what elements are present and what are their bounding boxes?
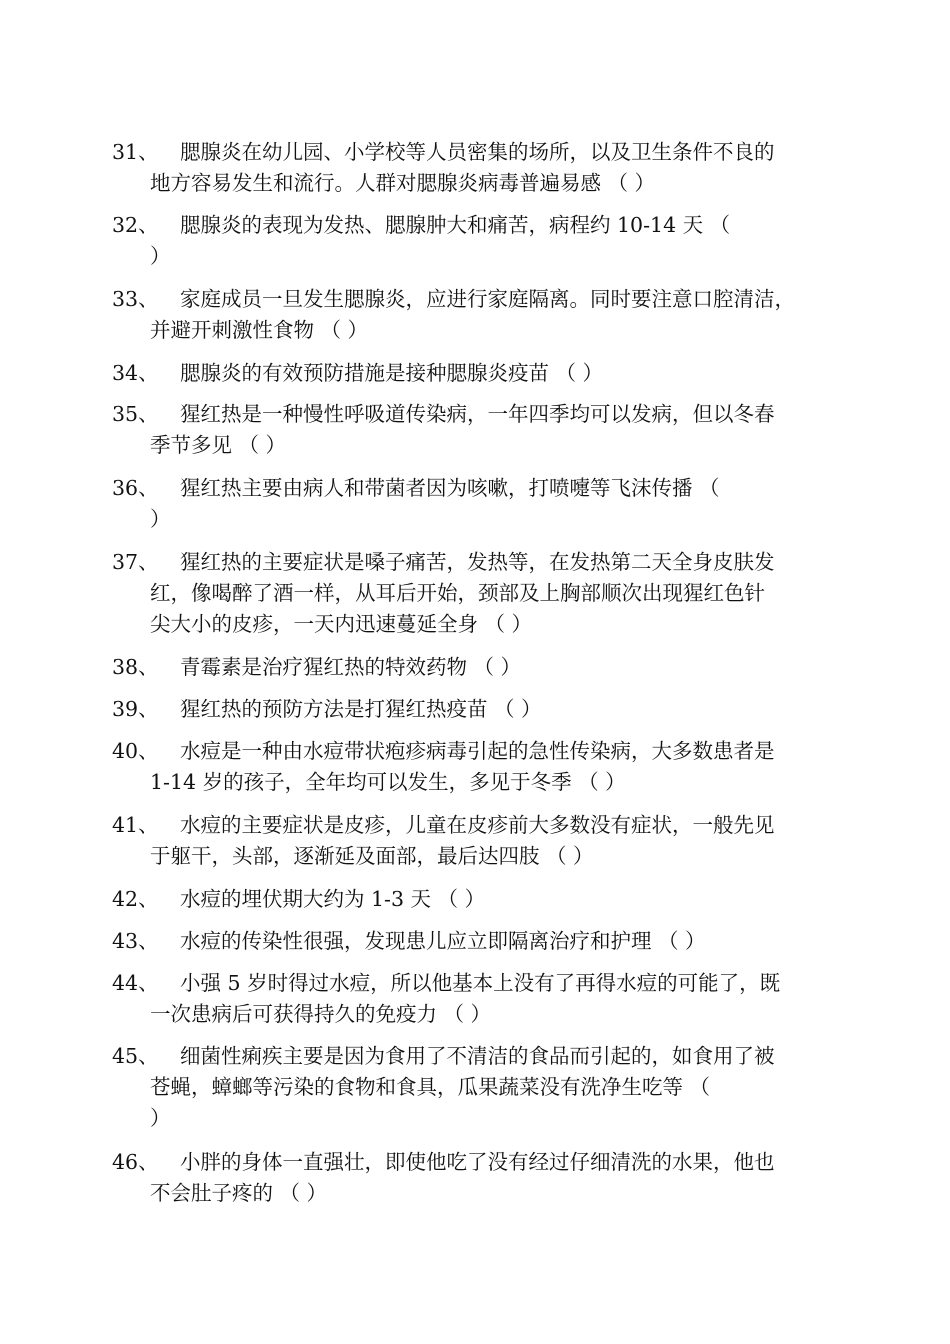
question-number: 33、 [112,287,159,311]
question-number: 35、 [112,402,159,426]
question-number: 46、 [112,1150,159,1174]
question-text-line: 猩红热主要由病人和带菌者因为咳嗽，打喷嚏等飞沫传播 （ [180,476,720,500]
question-text-line: 猩红热的主要症状是嗓子痛苦，发热等，在发热第二天全身皮肤发 [180,550,775,574]
question-number: 45、 [112,1044,159,1068]
question-35 [112,399,847,461]
question-31 [112,137,847,199]
question-number: 36、 [112,476,159,500]
question-41 [112,810,847,872]
question-text-line: 水痘是一种由水痘带状疱疹病毒引起的急性传染病，大多数患者是 [180,739,775,763]
question-text-line: 青霉素是治疗猩红热的特效药物 （ ） [180,655,522,679]
question-36 [112,473,847,535]
question-number: 38、 [112,655,159,679]
question-text-line: ） [150,507,171,531]
question-text-line: 猩红热是一种慢性呼吸道传染病，一年四季均可以发病，但以冬春 [180,402,775,426]
question-45 [112,1041,847,1134]
question-text-line: ） [150,1106,171,1130]
question-text-line: 地方容易发生和流行。人群对腮腺炎病毒普遍易感 （ ） [150,171,656,195]
question-text-line: ） [150,244,171,268]
question-43 [112,926,847,957]
question-32 [112,210,847,272]
question-number: 44、 [112,971,159,995]
question-text-line: 一次患病后可获得持久的免疫力 （ ） [150,1002,492,1026]
question-number: 43、 [112,929,159,953]
question-33 [112,284,847,346]
question-text-line: 水痘的埋伏期大约为 1-3 天 （ ） [180,887,486,911]
question-text-line: 季节多见 （ ） [150,433,287,457]
question-text-line: 细菌性痢疾主要是因为食用了不清洁的食品而引起的，如食用了被 [180,1044,775,1068]
question-42 [112,884,847,915]
question-38 [112,652,847,683]
question-text-line: 于躯干，头部，逐渐延及面部，最后达四肢 （ ） [150,844,594,868]
question-number: 39、 [112,697,159,721]
question-text-line: 小强 5 岁时得过水痘，所以他基本上没有了再得水痘的可能了，既 [180,971,781,995]
question-text-line: 不会肚子疼的 （ ） [150,1181,328,1205]
question-text-line: 腮腺炎的表现为发热、腮腺肿大和痛苦，病程约 10-14 天 （ [180,213,731,237]
question-46 [112,1147,847,1209]
question-number: 31、 [112,140,159,164]
question-text-line: 水痘的主要症状是皮疹，儿童在皮疹前大多数没有症状，一般先见 [180,813,775,837]
question-text-line: 腮腺炎在幼儿园、小学校等人员密集的场所，以及卫生条件不良的 [180,140,775,164]
question-number: 37、 [112,550,159,574]
question-text-line: 尖大小的皮疹，一天内迅速蔓延全身 （ ） [150,612,533,636]
question-40 [112,736,847,798]
question-text-line: 猩红热的预防方法是打猩红热疫苗 （ ） [180,697,542,721]
question-37 [112,547,847,640]
question-text-line: 红，像喝醉了酒一样，从耳后开始，颈部及上胸部顺次出现猩红色针 [150,581,765,605]
question-39 [112,694,847,725]
question-44 [112,968,847,1030]
question-number: 40、 [112,739,159,763]
question-34 [112,358,847,389]
question-text-line: 1-14 岁的孩子，全年均可以发生，多见于冬季 （ ） [150,770,626,794]
question-text-line: 水痘的传染性很强，发现患儿应立即隔离治疗和护理 （ ） [180,929,706,953]
question-number: 41、 [112,813,159,837]
question-text-line: 并避开刺激性食物 （ ） [150,318,369,342]
question-text-line: 腮腺炎的有效预防措施是接种腮腺炎疫苗 （ ） [180,361,604,385]
question-text-line: 苍蝇，蟑螂等污染的食物和食具，瓜果蔬菜没有洗净生吃等 （ [150,1075,711,1099]
question-text-line: 小胖的身体一直强壮，即使他吃了没有经过仔细清洗的水果，他也 [180,1150,775,1174]
question-number: 34、 [112,361,159,385]
question-number: 42、 [112,887,159,911]
question-number: 32、 [112,213,159,237]
question-text-line: 家庭成员一旦发生腮腺炎，应进行家庭隔离。同时要注意口腔清洁， [180,287,795,311]
